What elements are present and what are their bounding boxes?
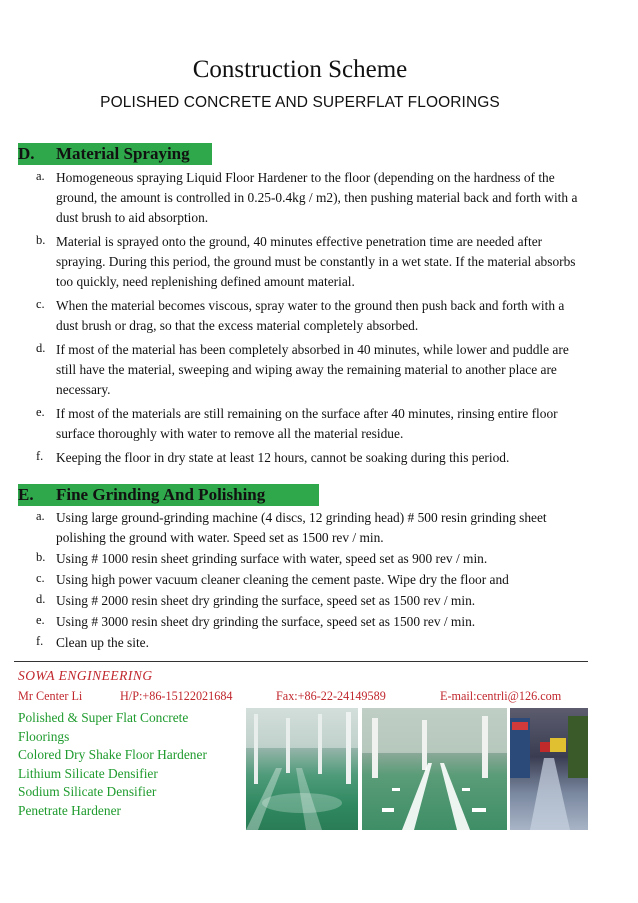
product-list (18, 709, 248, 820)
item-text: Keeping the floor in dry state at least 12 hours, cannot be soaking during this period. (56, 450, 510, 465)
item-marker: a. (36, 169, 45, 183)
item-text: Material is sprayed onto the ground, 40 minutes effective penetration time are needed after spraying. During this period, the ground must be constantly in a wet state. If the material absorbs too quickly, need replenishing defined amount material. (56, 234, 576, 289)
list-item (36, 232, 584, 292)
product-item: Lithium Silicate Densifier (18, 765, 158, 781)
product-item: Floorings (18, 728, 70, 744)
item-marker: b. (36, 550, 46, 564)
list-item (36, 168, 584, 228)
section-letter: E. (18, 485, 34, 504)
item-marker: c. (36, 571, 45, 585)
product-item: Sodium Silicate Densifier (18, 784, 157, 799)
section-d-list (36, 168, 584, 472)
section-d-heading (18, 143, 190, 165)
page-subtitle: POLISHED CONCRETE AND SUPERFLAT FLOORINGS (100, 94, 500, 111)
item-text: Using # 2000 resin sheet dry grinding the surface, speed set as 1500 rev / min. (56, 593, 476, 608)
list-item (36, 404, 584, 444)
item-marker: e. (36, 405, 45, 419)
product-item: Penetrate Hardener (18, 802, 121, 818)
section-title: Fine Grinding And Polishing (56, 485, 266, 504)
item-text: If most of the material has been completely absorbed in 40 minutes, while lower and puddle are still have the material, sweeping and wiping away the remaining material to another place are necessary. (56, 342, 569, 397)
section-letter: D. (18, 144, 35, 163)
list-item (36, 508, 584, 548)
product-item: Polished & Super Flat Concrete (18, 710, 189, 725)
item-text: Using high power vacuum cleaner cleaning the cement paste. Wipe dry the floor and (56, 572, 509, 587)
item-marker: f. (36, 449, 44, 463)
item-marker: d. (36, 592, 46, 606)
item-text: Using # 3000 resin sheet dry grinding the surface, speed set as 1500 rev / min. (56, 614, 476, 629)
item-text: If most of the materials are still remaining on the surface after 40 minutes, rinsing entire floor surface thoroughly with water to remove all the material residue. (56, 406, 558, 441)
photo-supermarket-floor (510, 708, 588, 830)
list-item (36, 340, 584, 400)
section-e-heading (18, 484, 265, 506)
contact-phone: H/P:+86-15122021684 (120, 689, 233, 703)
list-item (36, 570, 584, 590)
list-item (36, 549, 584, 569)
section-title: Material Spraying (56, 144, 190, 163)
photo-warehouse-floor (362, 708, 507, 830)
item-text: Homogeneous spraying Liquid Floor Hardener to the floor (depending on the hardness of the ground, the amount is controlled in 0.25-0.4kg / m2), then pushing material back and forth with a dust brush to aid absorption. (56, 170, 578, 225)
footer-divider (14, 661, 588, 662)
list-item (36, 296, 584, 336)
company-name: SOWA ENGINEERING (18, 668, 153, 683)
list-item (36, 591, 584, 611)
list-item (36, 633, 584, 653)
contact-email: E-mail:centrli@126.com (440, 689, 562, 703)
item-text: Using # 1000 resin sheet grinding surface with water, speed set as 900 rev / min. (56, 551, 488, 566)
item-marker: b. (36, 233, 46, 247)
page-title: Construction Scheme (192, 56, 408, 83)
product-item: Colored Dry Shake Floor Hardener (18, 747, 207, 762)
item-marker: a. (36, 509, 45, 523)
item-text: Clean up the site. (56, 635, 149, 650)
item-marker: c. (36, 297, 45, 311)
contact-fax: Fax:+86-22-24149589 (276, 689, 386, 703)
item-marker: f. (36, 634, 44, 648)
item-text: When the material becomes viscous, spray water to the ground then push back and forth with a dust brush or drag, so that the excess material completely absorbed. (56, 298, 565, 333)
item-text: Using large ground-grinding machine (4 discs, 12 grinding head) # 500 resin grinding sheet polishing the ground with water. Speed set as 1500 rev / min. (56, 510, 547, 545)
section-e-list (36, 508, 584, 654)
contact-name: Mr Center Li (18, 689, 83, 703)
item-marker: d. (36, 341, 46, 355)
photo-parking-floor (246, 708, 358, 830)
list-item (36, 448, 584, 468)
list-item (36, 612, 584, 632)
item-marker: e. (36, 613, 45, 627)
